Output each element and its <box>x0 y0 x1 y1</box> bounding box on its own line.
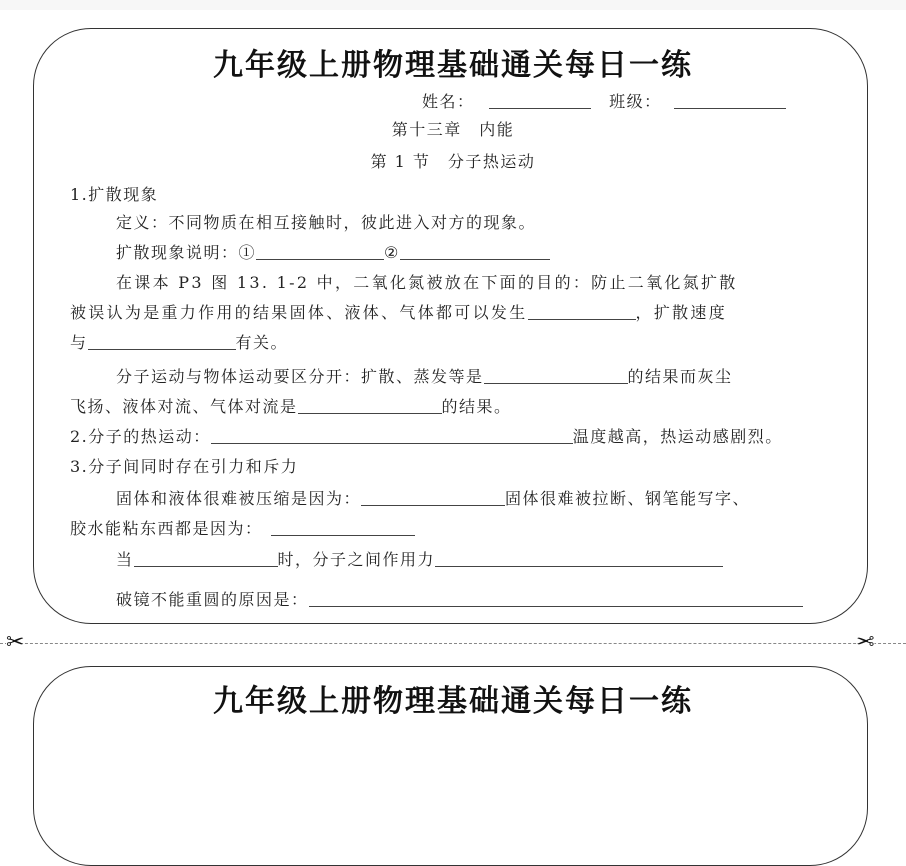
thermal-motion-blank[interactable] <box>211 427 573 444</box>
text: 时，分子之间作用力 <box>277 550 436 569</box>
name-label: 姓名： <box>422 92 475 111</box>
text: 的结果而灰尘 <box>627 367 733 386</box>
student-info <box>422 92 786 112</box>
circle-2: ② <box>384 243 400 262</box>
q2-label: 2.分子的热运动： <box>70 427 211 446</box>
text: 固体很难被拉断、钢笔能写字、 <box>505 489 751 508</box>
scissors-right-icon: ✂ <box>856 630 875 655</box>
text: 分子运动与物体运动要区分开：扩散、蒸发等是 <box>116 367 484 386</box>
molecular-motion-blank[interactable] <box>484 367 628 384</box>
text: 胶水能粘东西都是因为： <box>70 519 263 538</box>
distance-blank[interactable] <box>134 550 278 567</box>
explain-label: 扩散现象说明： <box>116 243 239 262</box>
q1-textbook-line2 <box>70 303 727 323</box>
object-motion-blank[interactable] <box>298 397 442 414</box>
text: ，扩散速度 <box>635 303 728 322</box>
circle-1: ① <box>238 243 257 262</box>
q3-heading: 3.分子间同时存在引力和斥力 <box>70 457 299 476</box>
attraction-blank[interactable] <box>271 519 415 536</box>
text: 固体和液体很难被压缩是因为： <box>116 489 362 508</box>
text: 的结果。 <box>441 397 512 416</box>
q2-line <box>70 427 783 447</box>
repulsion-blank[interactable] <box>361 489 505 506</box>
text: 当 <box>116 550 134 569</box>
q3-mirror-line <box>116 590 803 610</box>
explain-blank-1[interactable] <box>256 243 384 260</box>
explain-blank-2[interactable] <box>400 243 550 260</box>
q1-explain <box>116 243 550 263</box>
class-field[interactable] <box>674 92 786 109</box>
text: 与 <box>70 333 88 352</box>
q1-definition: 定义：不同物质在相互接触时，彼此进入对方的现象。 <box>116 213 537 232</box>
force-blank[interactable] <box>435 550 723 567</box>
q3-glue-line <box>70 519 415 539</box>
q2-tail: 温度越高，热运动感剧烈。 <box>572 427 783 446</box>
name-field[interactable] <box>489 92 591 109</box>
q1-heading: 1.扩散现象 <box>70 185 159 204</box>
mirror-blank[interactable] <box>309 590 803 607</box>
scissors-left-icon: ✂ <box>6 630 25 655</box>
section-heading: 第 1 节 分子热运动 <box>370 152 536 171</box>
chapter-heading: 第十三章 内能 <box>391 120 515 139</box>
text: 被误认为是重力作用的结果固体、液体、气体都可以发生 <box>70 303 528 322</box>
text: 有关。 <box>235 333 289 352</box>
text: 破镜不能重圆的原因是： <box>116 590 309 609</box>
text: 飞扬、液体对流、气体对流是 <box>70 397 298 416</box>
q1-textbook-line1: 在课本 P3 图 13. 1-2 中，二氧化氮被放在下面的目的：防止二氧化氮扩散 <box>116 273 738 292</box>
q3-when-line <box>116 550 723 570</box>
top-strip <box>0 0 906 10</box>
next-worksheet-title: 九年级上册物理基础通关每日一练 <box>213 684 693 719</box>
q3-compress-line <box>116 489 750 509</box>
q1-distinguish-line2 <box>70 397 512 417</box>
q1-distinguish-line1 <box>116 367 733 387</box>
cut-line <box>0 643 906 644</box>
worksheet-title: 九年级上册物理基础通关每日一练 <box>213 48 693 83</box>
diffusion-speed-blank[interactable] <box>88 333 236 350</box>
q1-textbook-line3 <box>70 333 288 353</box>
diffusion-state-blank[interactable] <box>528 303 636 320</box>
class-label: 班级： <box>609 92 662 111</box>
